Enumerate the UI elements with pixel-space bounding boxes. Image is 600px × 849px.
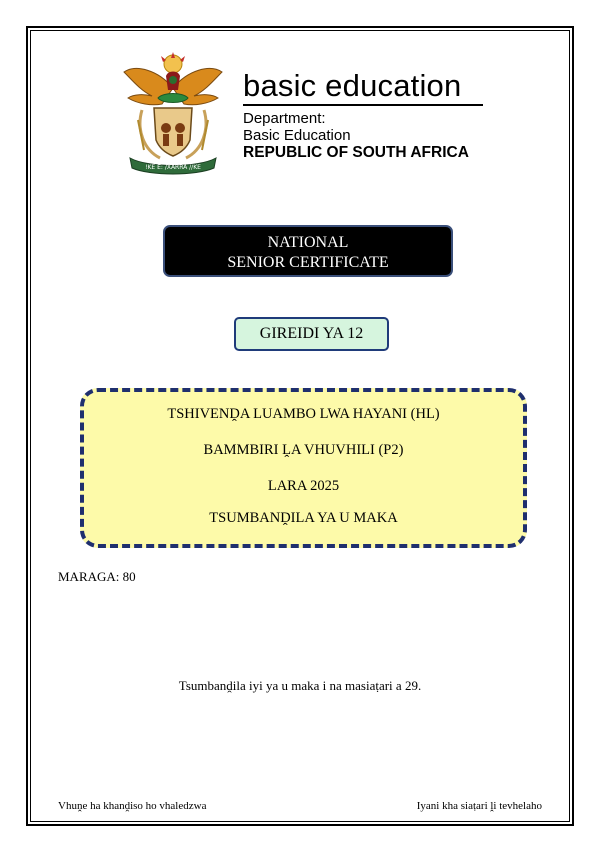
certificate-line-2: SENIOR CERTIFICATE: [227, 254, 389, 271]
page-count-note: Tsumbanḓila iyi ya u maka i na masiaṭari a 29.: [178, 678, 422, 693]
coat-of-arms-logo: [118, 50, 228, 175]
subject-panel: [80, 388, 527, 548]
certificate-line-1: NATIONAL: [267, 234, 349, 251]
grade-badge: GIREIDI YA 12: [234, 317, 389, 351]
brand-title: basic education: [243, 68, 462, 103]
department-name: Basic Education: [243, 127, 351, 144]
subject-language: TSHIVENḒA LUAMBO LWA HAYANI (HL): [167, 406, 440, 422]
brand-underline: [243, 104, 483, 106]
footer-turn-over: Iyani kha siaṭari ḽi tevhelaho: [416, 800, 542, 812]
subject-session: LARA 2025: [267, 478, 340, 494]
crest-motto: !KE E: /XARRA //KE: [145, 164, 201, 171]
footer-copyright: Vhuṋe ha khanḓiso ho vhaledzwa: [58, 800, 207, 812]
certificate-banner: [163, 225, 453, 277]
country-name: REPUBLIC OF SOUTH AFRICA: [243, 144, 469, 161]
subject-paper: BAMMBIRI ḼA VHUVHILI (P2): [203, 442, 404, 458]
subject-document-type: TSUMBANḒILA YA U MAKA: [209, 510, 398, 526]
department-label: Department:: [243, 110, 326, 127]
total-marks: MARAGA: 80: [58, 569, 136, 584]
